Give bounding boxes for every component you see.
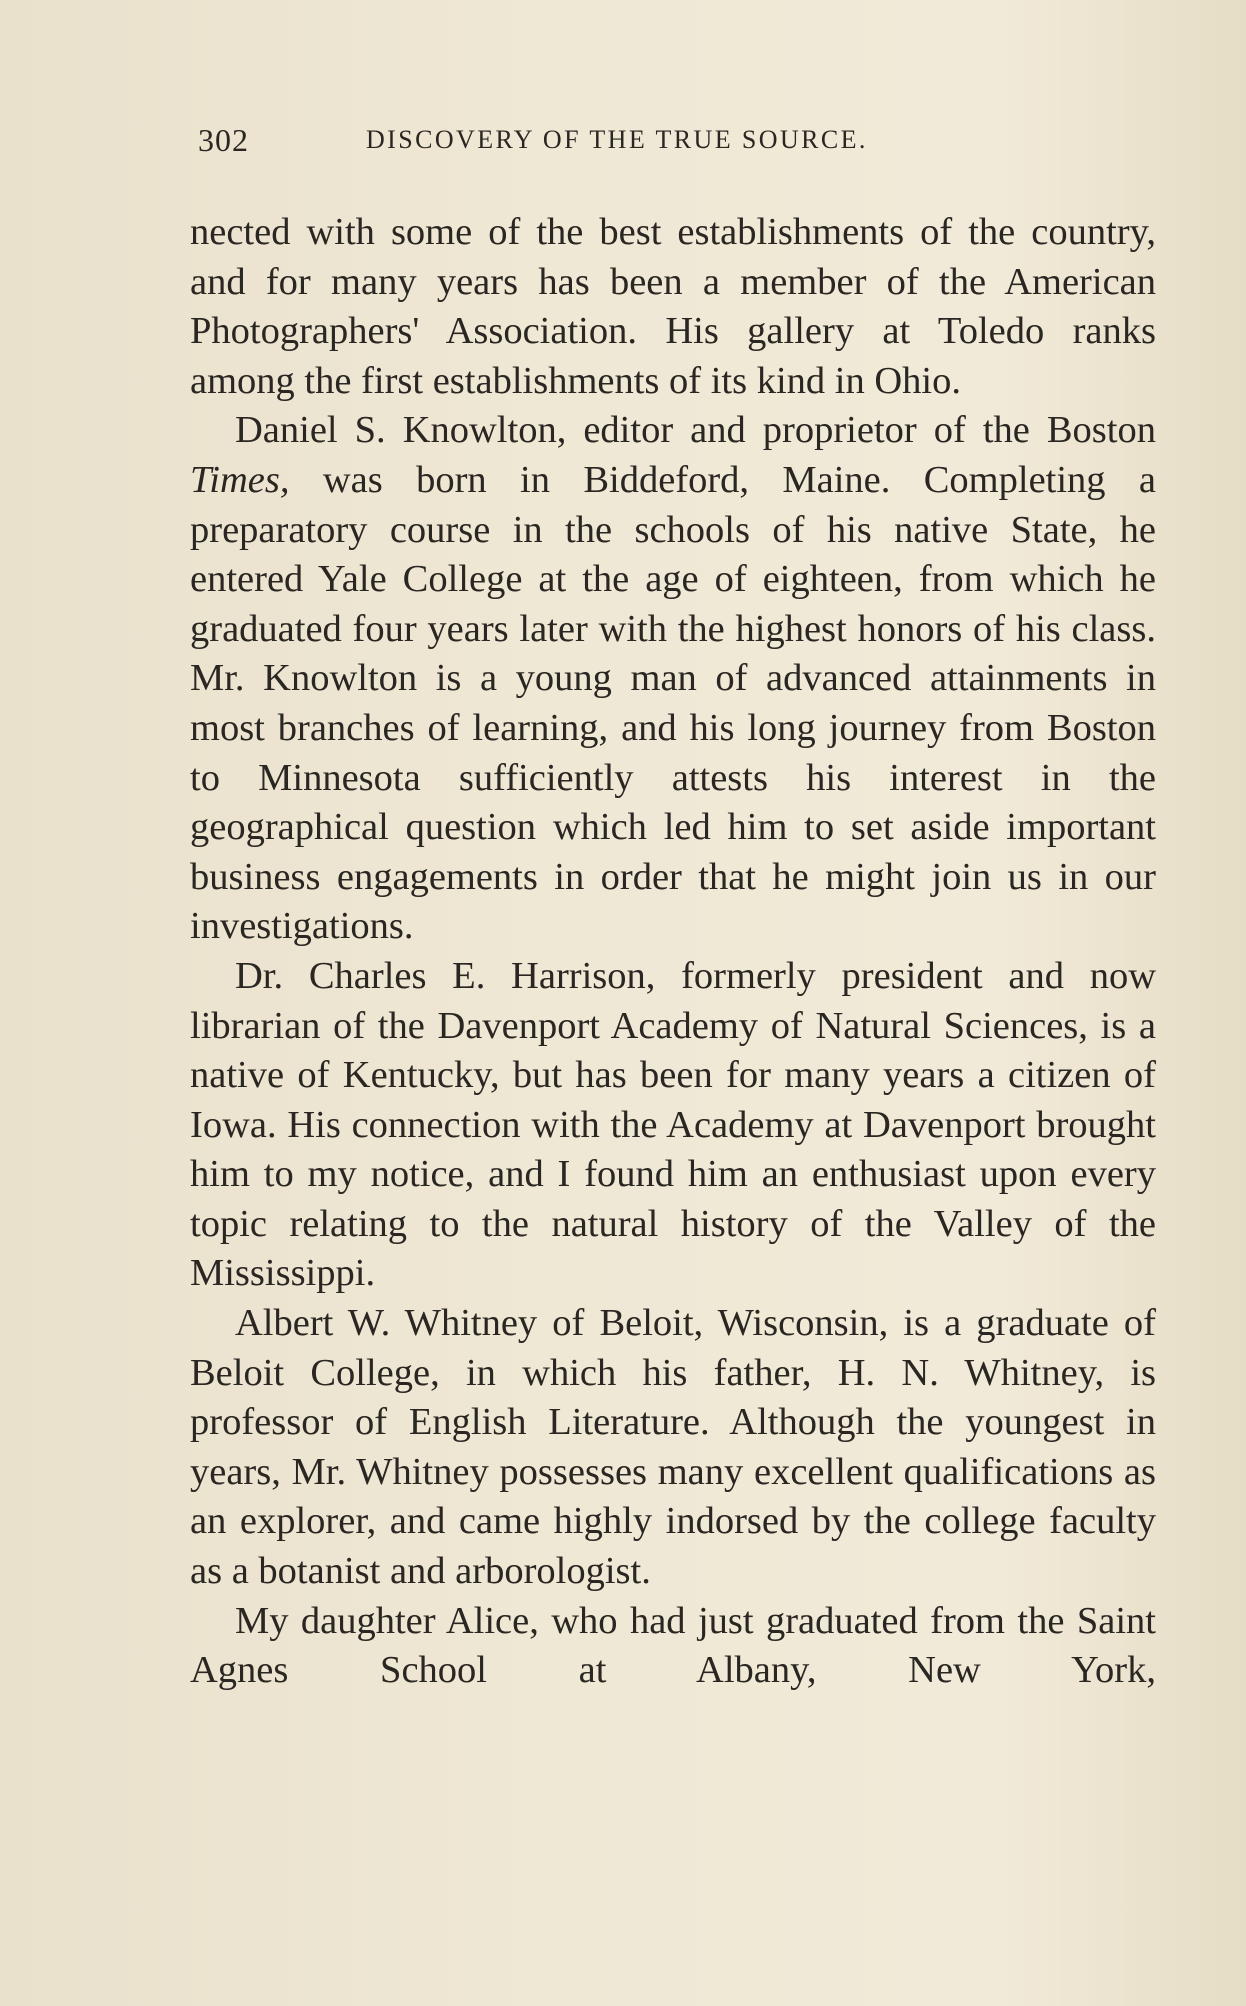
running-head-title: DISCOVERY OF THE TRUE SOURCE. [366,125,868,154]
paragraph-knowlton [190,406,1156,952]
running-head [198,122,1158,162]
paragraph-whitney: Albert W. Whitney of Beloit, Wisconsin, is a graduate of Beloit College, in which his father, H. N. Whitney, is professor of English Literature. Although the youngest in years, Mr. Whitney possesses many excellent qualifications as an explorer, and came highly indorsed by the college faculty as a botanist and arborologist. [190,1302,1156,1593]
paragraph-alice: My daughter Alice, who had just graduated from the Saint Agnes School at Albany, New York, [190,1599,1156,1692]
body-text [190,208,1156,1696]
paragraph-knowlton-rest: was born in Biddeford, Maine. Completing a preparatory course in the schools of his native State, he entered Yale College at the age of eighteen, from which he graduated four years later with the highest honors of his class. Mr. Knowlton is a young man of advanced attainments in most branches of learning, and his long journey from Boston to Minnesota sufficiently attests his interest in the geographical question which led him to set aside important business engagements in order that he might join us in our investigations. [190,458,1156,948]
paragraph-harrison: Dr. Charles E. Harrison, formerly president and now librarian of the Davenport Academy of Natural Sciences, is a native of Kentucky, but has been for many years a citizen of Iowa. His connection with the Academy at Davenport brought him to my notice, and I found him an enthusiast upon every topic relating to the natural history of the Valley of the Mississippi. [190,954,1156,1295]
paragraph-knowlton-start: Daniel S. Knowlton, editor and proprietor of the Boston [235,409,1156,452]
page-number: 302 [198,122,249,158]
newspaper-title: Times, [190,458,290,501]
paragraph-photographer-continued: nected with some of the best establishments of the country, and for many years has been a member of the American Photographers' Association. His gallery at Toledo ranks among the first establishments of its kind in Ohio. [190,211,1156,402]
